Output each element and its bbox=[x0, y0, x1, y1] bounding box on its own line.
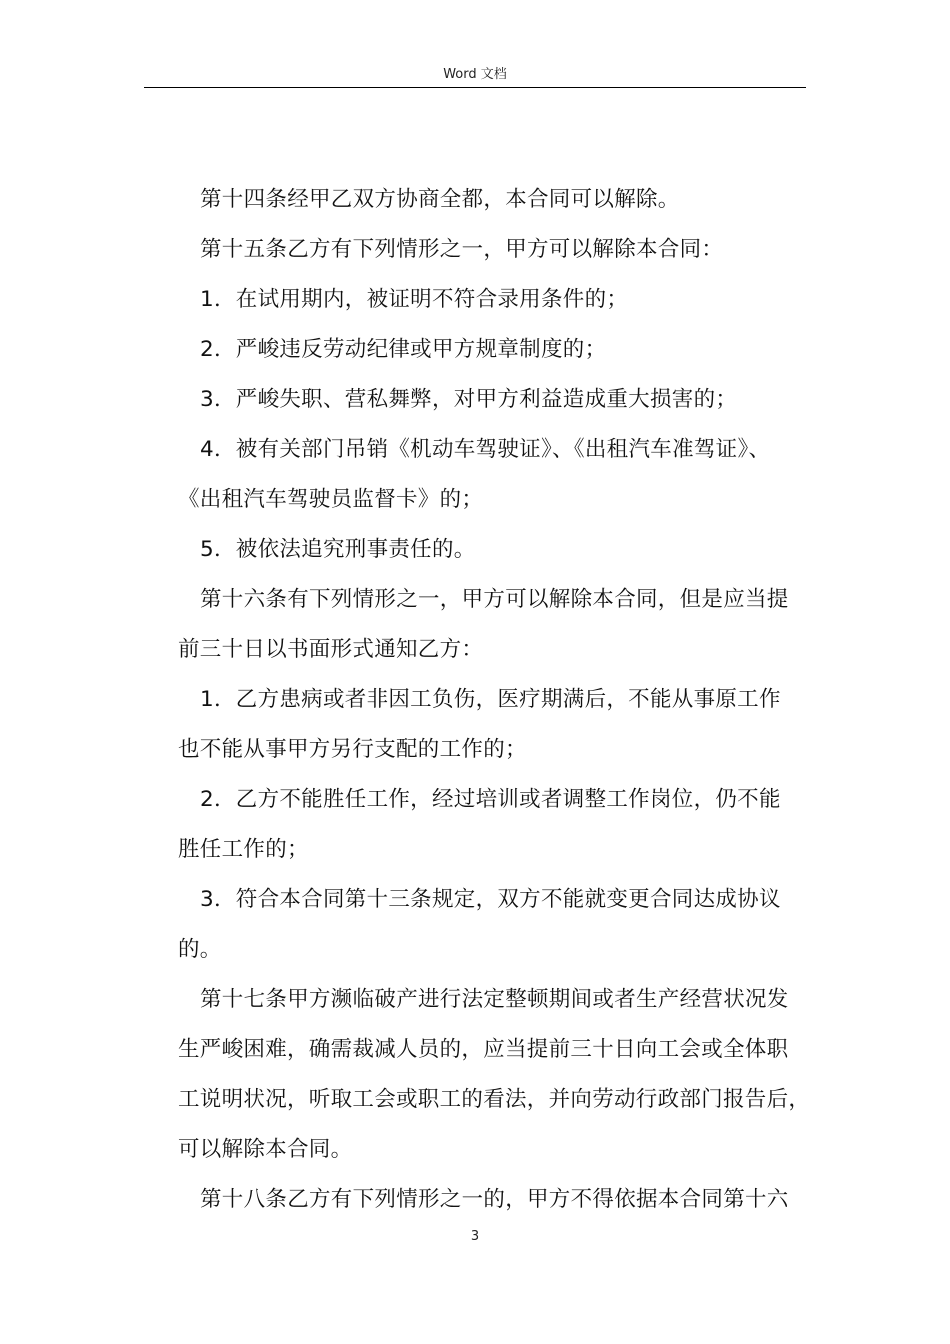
text-line: 3．严峻失职、营私舞弊，对甲方利益造成重大损害的； bbox=[200, 387, 738, 412]
text-line: 工说明状况，听取工会或职工的看法，并向劳动行政部门报告后， bbox=[178, 1087, 811, 1112]
text-line: 可以解除本合同。 bbox=[178, 1137, 353, 1162]
text-line: 1．在试用期内，被证明不符合录用条件的； bbox=[200, 287, 629, 312]
page-number: 3 bbox=[470, 1229, 480, 1244]
text-line: 第十七条甲方濒临破产进行法定整顿期间或者生产经营状况发 bbox=[200, 987, 789, 1012]
text-line: 5．被依法追究刑事责任的。 bbox=[200, 537, 476, 562]
text-line: 1．乙方患病或者非因工负伤，医疗期满后，不能从事原工作 bbox=[200, 687, 781, 712]
document-body bbox=[178, 177, 818, 1227]
text-line: 2．严峻违反劳动纪律或甲方规章制度的； bbox=[200, 337, 607, 362]
text-line: 胜任工作的； bbox=[178, 837, 309, 862]
text-line: 第十四条经甲乙双方协商全都，本合同可以解除。 bbox=[200, 187, 680, 212]
header-divider bbox=[144, 87, 806, 88]
text-line: 也不能从事甲方另行支配的工作的； bbox=[178, 737, 527, 762]
page-header: Word 文档 bbox=[443, 67, 507, 82]
text-line: 2．乙方不能胜任工作，经过培训或者调整工作岗位，仍不能 bbox=[200, 787, 781, 812]
text-line: 《出租汽车驾驶员监督卡》的； bbox=[178, 487, 484, 512]
text-line: 生严峻困难，确需裁减人员的，应当提前三十日向工会或全体职 bbox=[178, 1037, 789, 1062]
text-line: 4．被有关部门吊销《机动车驾驶证》、《出租汽车准驾证》、 bbox=[200, 437, 771, 462]
text-line: 3．符合本合同第十三条规定，双方不能就变更合同达成协议 bbox=[200, 887, 781, 912]
text-line: 第十八条乙方有下列情形之一的，甲方不得依据本合同第十六 bbox=[200, 1187, 789, 1212]
text-line: 第十六条有下列情形之一，甲方可以解除本合同，但是应当提 bbox=[200, 587, 789, 612]
text-line: 第十五条乙方有下列情形之一，甲方可以解除本合同： bbox=[200, 237, 724, 262]
text-line: 前三十日以书面形式通知乙方： bbox=[178, 637, 484, 662]
text-line: 的。 bbox=[178, 937, 222, 962]
